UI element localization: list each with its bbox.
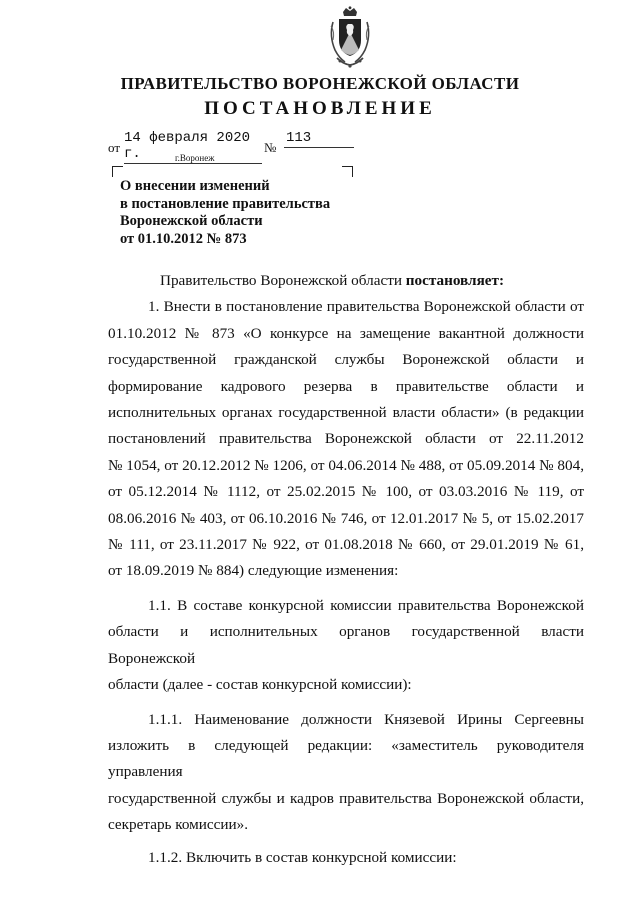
number-label: № (264, 140, 277, 155)
subject-bracket-left (112, 166, 123, 177)
document-date: 14 февраля 2020 г. (124, 130, 262, 164)
paragraph-line: от 05.12.2014 № 1112, от 25.02.2015 № 100, от 03.03.2016 № 119, от (108, 483, 584, 501)
paragraph-line: 1. Внести в постановление правительства Воронежской области от (148, 298, 584, 316)
intro-text: Правительство Воронежской области (160, 272, 406, 289)
paragraph-1-1 (108, 593, 584, 699)
document-body (108, 268, 584, 871)
document-subject (120, 178, 330, 248)
paragraph-line: государственной гражданской службы Воронежской области и (108, 351, 584, 369)
paragraph-line: государственной службы и кадров правительства Воронежской области, (108, 789, 584, 807)
paragraph-line: области и исполнительных органов государственной власти Воронежской (108, 623, 584, 667)
document-type: ПОСТАНОВЛЕНИЕ (204, 98, 436, 119)
paragraph-line: секретарь комиссии». (108, 816, 249, 834)
paragraph-line: изложить в следующей редакции: «заместитель руководителя управления (108, 736, 584, 781)
intro-paragraph (108, 268, 584, 294)
voronezh-coat-of-arms-icon (325, 6, 375, 68)
paragraph-line: от 18.09.2019 № 884) следующие изменения: (108, 562, 399, 580)
subject-line: в постановление правительства (120, 195, 331, 212)
from-label: от (108, 140, 121, 155)
city-name: г.Воронеж (175, 153, 215, 163)
subject-line: Воронежской области (120, 213, 263, 229)
organization-title: ПРАВИТЕЛЬСТВО ВОРОНЕЖСКОЙ ОБЛАСТИ (120, 74, 520, 93)
document-number: 113 (284, 130, 354, 148)
intro-verb: постановляет: (405, 272, 505, 289)
paragraph-line: № 1054, от 20.12.2012 № 1206, от 04.06.2014 № 488, от 05.09.2014 № 804, (108, 456, 584, 474)
paragraph-line: области (далее - состав конкурсной комиссии): (108, 676, 412, 694)
paragraph-line: № 111, от 23.11.2017 № 922, от 01.08.2018 № 660, от 29.01.2019 № 61, (108, 536, 584, 554)
paragraph-line: исполнительных органах государственной власти области» (в редакции (108, 404, 584, 422)
subject-line: от 01.10.2012 № 873 (120, 230, 247, 247)
paragraph-line: 1.1. В составе конкурсной комиссии правительства Воронежской (148, 596, 584, 614)
paragraph-line: 08.06.2016 № 403, от 06.10.2016 № 746, от 12.01.2017 № 5, от 15.02.2017 (108, 509, 584, 527)
paragraph-1 (108, 294, 584, 584)
paragraph-1-1-1 (108, 707, 584, 839)
paragraph-line: 1.1.1. Наименование должности Князевой Ирины Сергеевны (148, 710, 584, 728)
coat-of-arms (325, 6, 375, 68)
paragraph-line: 01.10.2012 № 873 «О конкурсе на замещение вакантной должности (108, 324, 584, 342)
paragraph-line: постановлений правительства Воронежской области от 22.11.2012 (108, 430, 584, 448)
subject-bracket-right (342, 166, 353, 177)
subject-line: О внесении изменений (120, 178, 270, 194)
paragraph-1-1-2: 1.1.2. Включить в состав конкурсной комиссии: (148, 848, 457, 866)
paragraph-line: формирование кадрового резерва в правительстве области и (108, 377, 584, 395)
